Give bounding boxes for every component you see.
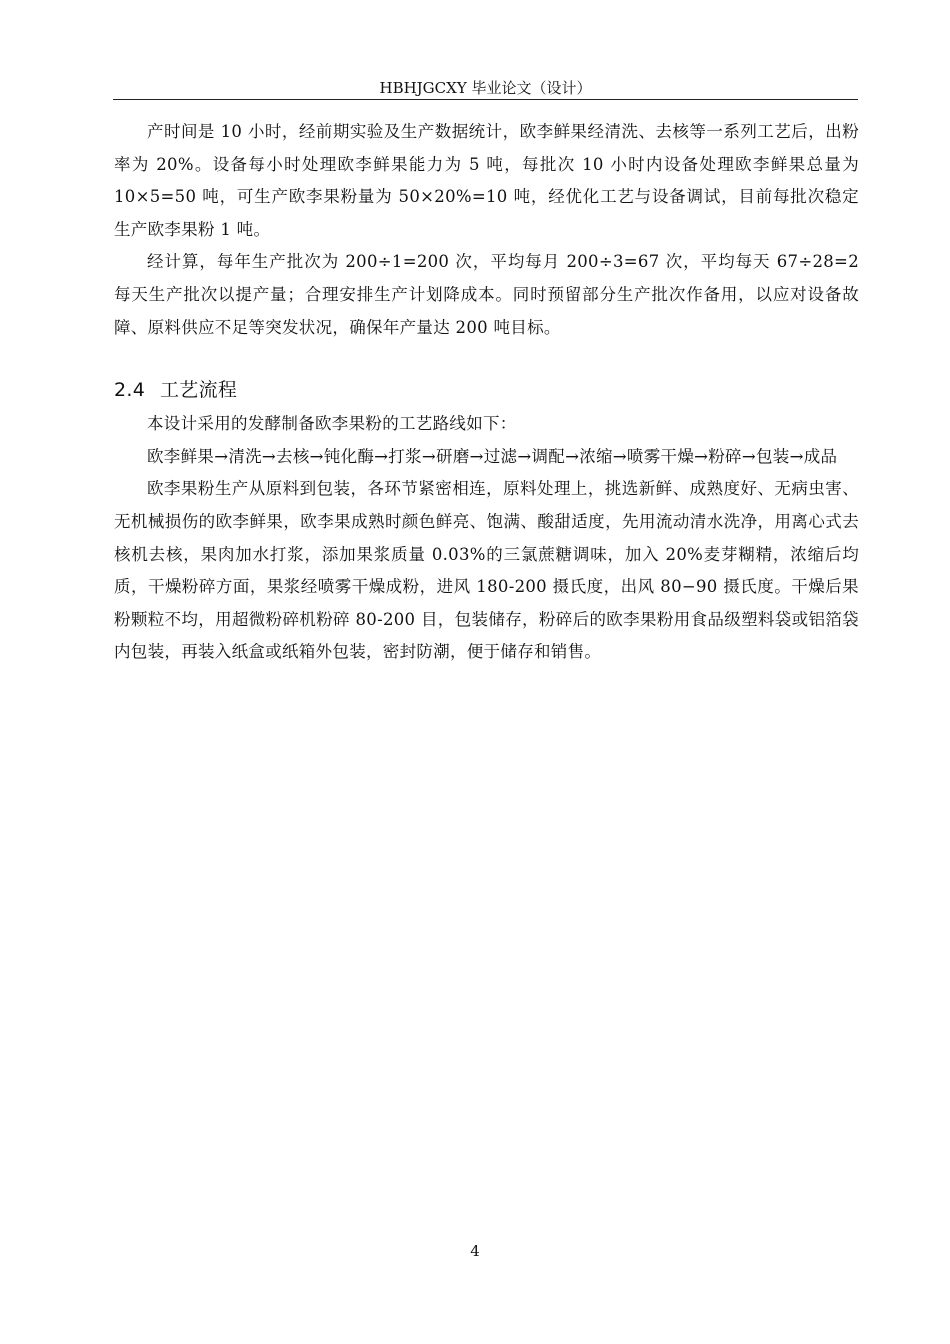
running-header: HBHJGCXY 毕业论文（设计） [379, 79, 592, 97]
header-rule [113, 99, 858, 100]
page-body [114, 116, 859, 669]
paragraph-process-flow: 欧李鲜果→清洗→去核→钝化酶→打浆→研磨→过滤→调配→浓缩→喷雾干燥→粉碎→包装→成品 [147, 446, 838, 466]
paragraph-production-time: 产时间是 10 小时，经前期实验及生产数据统计，欧李鲜果经清洗、去核等一系列工艺后，出粉率为 20%。设备每小时处理欧李鲜果能力为 5 吨，每批次 10 小时内设备处理欧李鲜果总量为 10×5=50 吨，可生产欧李果粉量为 50×20%=10 吨，经优化工艺与设备调试，目前每批次稳定生产欧李果粉 1 吨。 [114, 122, 859, 239]
paragraph-route-intro: 本设计采用的发酵制备欧李果粉的工艺路线如下： [147, 414, 517, 434]
page-number: 4 [470, 1242, 480, 1260]
paragraph-batch-calculation: 经计算，每年生产批次为 200÷1=200 次，平均每月 200÷3=67 次，平均每天 67÷28=2 每天生产批次以提产量；合理安排生产计划降成本。同时预留部分生产批次作备用，以应对设备故障、原料供应不足等突发状况，确保年产量达 200 吨目标。 [114, 252, 859, 337]
section-number: 2.4 [114, 379, 146, 402]
section-title: 工艺流程 [160, 379, 238, 402]
paragraph-process-details: 欧李果粉生产从原料到包装，各环节紧密相连，原料处理上，挑选新鲜、成熟度好、无病虫害、无机械损伤的欧李鲜果，欧李果成熟时颜色鲜亮、饱满、酸甜适度，先用流动清水洗净，用离心式去核机去核，果肉加水打浆，添加果浆质量 0.03%的三氯蔗糖调味，加入 20%麦芽糊精，浓缩后均质，干燥粉碎方面，果浆经喷雾干燥成粉，进风 180-200 摄氏度，出风 80−90 摄氏度。干燥后果粉颗粒不均，用超微粉碎机粉碎 80-200 目，包装储存，粉碎后的欧李果粉用食品级塑料袋或铝箔袋内包装，再装入纸盒或纸箱外包装，密封防潮，便于储存和销售。 [114, 479, 859, 662]
section-heading [114, 374, 859, 406]
